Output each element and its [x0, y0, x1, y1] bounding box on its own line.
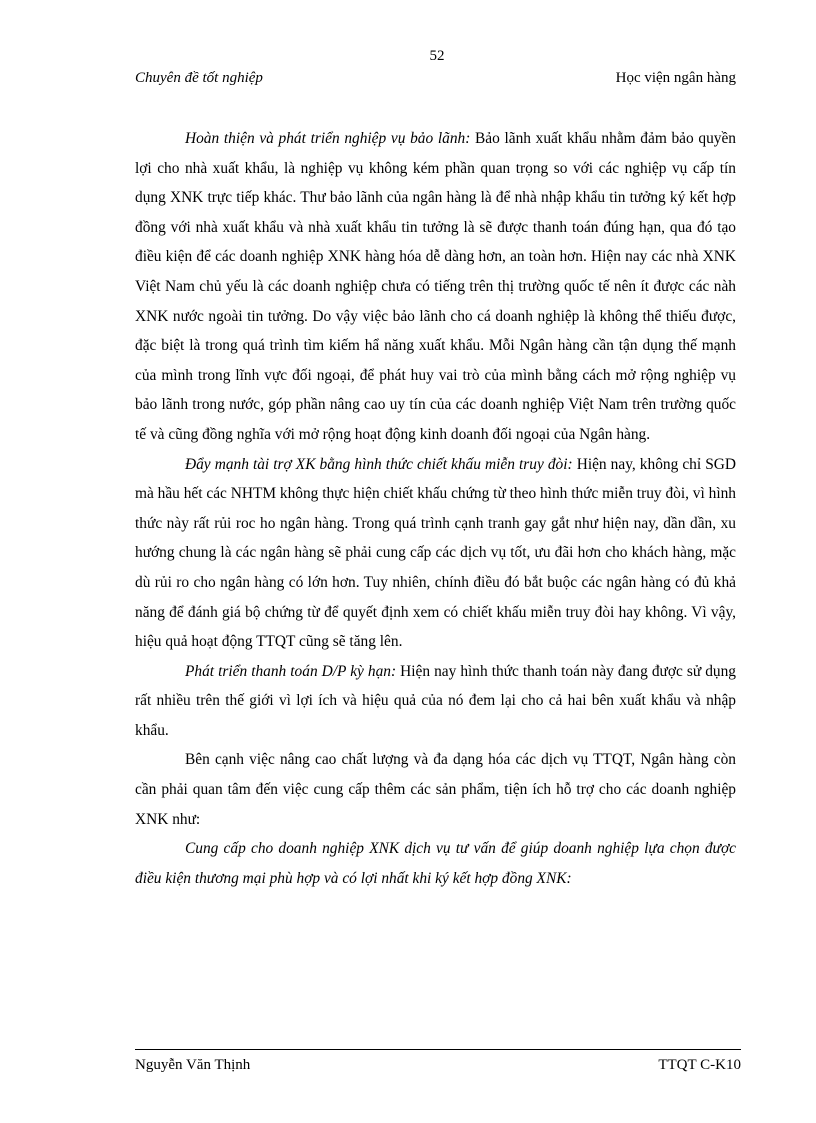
paragraph-lead: Phát triển thanh toán D/P kỳ hạn:: [185, 662, 397, 680]
document-body: [135, 124, 736, 893]
footer-right: TTQT C-K10: [658, 1057, 741, 1073]
header-right: Học viện ngân hàng: [615, 70, 736, 86]
footer-left: Nguyễn Văn Thịnh: [135, 1057, 251, 1073]
paragraph-text: Bên cạnh việc nâng cao chất lượng và đa dạng hóa các dịch vụ TTQT, Ngân hàng còn cần phải quan tâm đến việc cung cấp thêm các sản phẩm, tiện ích hỗ trợ cho các doanh nghiệp XNK như:: [135, 751, 736, 828]
paragraph-text: Cung cấp cho doanh nghiệp XNK dịch vụ tư vấn để giúp doanh nghiệp lựa chọn được điều kiện thương mại phù hợp và có lợi nhất khi ký kết hợp đồng XNK:: [135, 840, 736, 887]
footer-rule: [135, 1049, 741, 1050]
header-left: Chuyên đề tốt nghiệp: [135, 70, 263, 86]
paragraph-lead: Hoàn thiện và phát triển nghiệp vụ bảo lãnh:: [185, 130, 471, 147]
paragraph-discount: [135, 450, 736, 657]
paragraph-dp-payment: [135, 657, 736, 746]
paragraph-text: Hiện nay hình thức thanh toán này đang được sử dụng rất nhiều trên thế giới vì lợi ích và hiệu quả của nó đem lại cho cả hai bên xuất khẩu và nhập khẩu.: [135, 662, 736, 739]
paragraph-guarantee: [135, 124, 736, 450]
paragraph-text: Hiện nay, không chỉ SGD mà hầu hết các NHTM không thực hiện chiết khấu chứng từ theo hình thức miễn truy đòi, vì hình thức này rất rủi roc ho ngân hàng. Trong quá trình cạnh tranh gay gắt như hiện nay, dần dần, xu hướng chung là các ngân hàng sẽ phải cung cấp các dịch vụ tốt, ưu đãi hơn cho khách hàng, mặc dù rủi ro cho ngân hàng có lớn hơn. Tuy nhiên, chính điều đó bắt buộc các ngân hàng có đủ khả năng để đánh giá bộ chứng từ để quyết định xem có chiết khấu miễn truy đòi hay không. Vì vậy, hiệu quả hoạt động TTQT cũng sẽ tăng lên.: [135, 455, 736, 651]
paragraph-lead: Đẩy mạnh tài trợ XK bằng hình thức chiết khấu miễn truy đòi:: [185, 455, 573, 473]
page-number: 52: [429, 48, 445, 64]
paragraph-text: Bảo lãnh xuất khẩu nhằm đảm bảo quyền lợi cho nhà xuất khẩu, là nghiệp vụ không kém phần quan trọng so với các nghiệp vụ cấp tín dụng XNK trực tiếp khác. Thư bảo lãnh của ngân hàng là để nhà nhập khẩu tin tưởng ký kết hợp đồng với nhà xuất khẩu và nhà xuất khẩu tin tưởng là sẽ được thanh toán đúng hạn, qua đó tạo điều kiện để các doanh nghiệp XNK hàng hóa dễ dàng hơn, an toàn hơn. Hiện nay các nhà XNK Việt Nam chủ yếu là các doanh nghiệp chưa có tiếng trên thị trường quốc tế nên ít được các nàh XNK nước ngoài tin tưởng. Do vậy việc bảo lãnh cho cá doanh nghiệp là không thể thiếu được, đặc biệt là trong quá trình tìm kiếm hẩ năng xuất khẩu. Mỗi Ngân hàng cần tận dụng thế mạnh của mình trong lĩnh vực đối ngoại, để phát huy vai trò của mình bằng cách mở rộng nghiệp vụ bảo lãnh trong nước, góp phần nâng cao uy tín của các doanh nghiệp Việt Nam trên trường quốc tế và cũng đồng nghĩa với mở rộng hoạt động kinh doanh đối ngoại của Ngân hàng.: [135, 130, 736, 443]
paragraph-additional-services: [135, 745, 736, 834]
paragraph-consulting: [135, 834, 736, 893]
